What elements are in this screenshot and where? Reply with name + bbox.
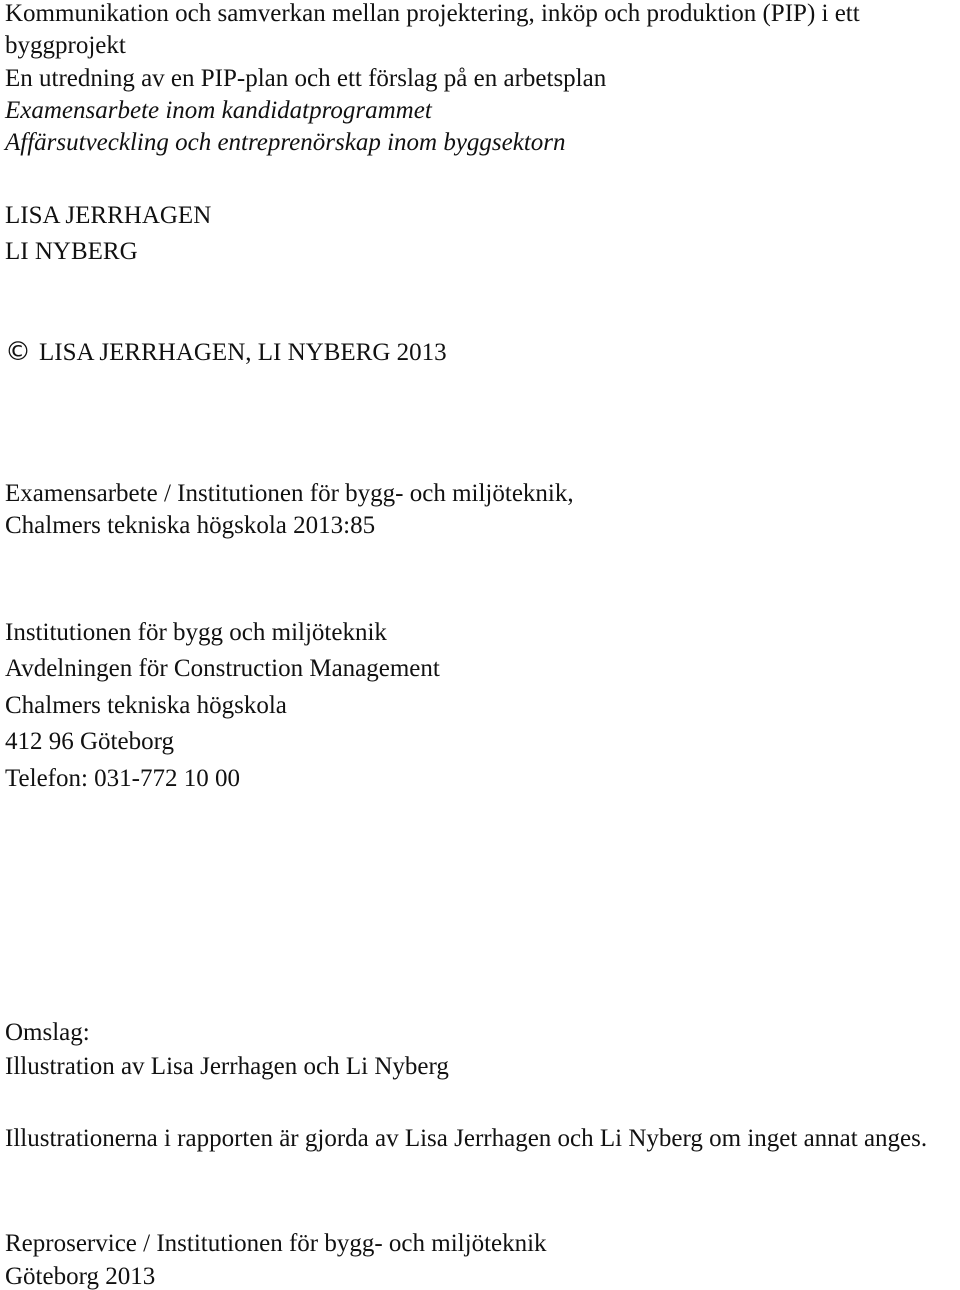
report-line-1: Examensarbete / Institutionen för bygg- och miljöteknik, <box>5 480 574 507</box>
address-postal: 412 96 Göteborg <box>5 728 174 755</box>
title-line-1: Kommunikation och samverkan mellan projektering, inköp och produktion (PIP) i ett <box>5 0 860 27</box>
title-line-2: byggprojekt <box>5 32 126 59</box>
printing-line-2: Göteborg 2013 <box>5 1263 156 1290</box>
author-2: LI NYBERG <box>5 238 138 265</box>
illustrations-note: Illustrationerna i rapporten är gjorda av Lisa Jerrhagen och Li Nyberg om inget annat anges. <box>5 1125 928 1152</box>
author-1: LISA JERRHAGEN <box>5 202 212 229</box>
address-division: Avdelningen för Construction Management <box>5 655 440 682</box>
address-university: Chalmers tekniska högskola <box>5 692 287 719</box>
copyright-line <box>5 339 447 365</box>
copyright-icon: © <box>5 337 31 367</box>
address-department: Institutionen för bygg och miljöteknik <box>5 619 387 646</box>
copyright-text: LISA JERRHAGEN, LI NYBERG 2013 <box>39 338 447 366</box>
printing-line-1: Reproservice / Institutionen för bygg- och miljöteknik <box>5 1230 547 1257</box>
report-line-2: Chalmers tekniska högskola 2013:85 <box>5 512 376 539</box>
cover-label: Omslag: <box>5 1019 90 1046</box>
cover-text: Illustration av Lisa Jerrhagen och Li Nyberg <box>5 1053 449 1080</box>
thesis-type: Examensarbete inom kandidatprogrammet <box>5 97 432 124</box>
subtitle: En utredning av en PIP-plan och ett förslag på en arbetsplan <box>5 65 607 92</box>
address-phone: Telefon: 031-772 10 00 <box>5 765 241 792</box>
programme-name: Affärsutveckling och entreprenörskap inom byggsektorn <box>5 129 566 156</box>
